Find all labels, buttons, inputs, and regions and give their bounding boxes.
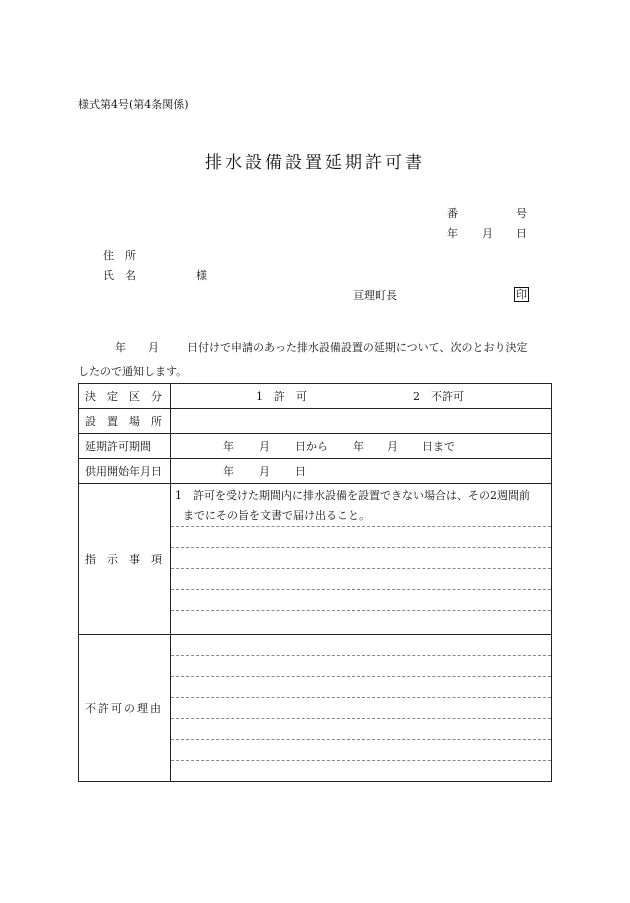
- decision-table: [78, 383, 552, 782]
- address-label: 住 所: [103, 249, 136, 262]
- label-char: 定: [107, 390, 118, 403]
- ruled-line: [171, 761, 551, 781]
- ext-from-year: 年: [223, 440, 234, 453]
- start-date-row: [79, 459, 552, 484]
- location-label: [79, 409, 171, 434]
- honorific: 様: [196, 269, 207, 282]
- date-year-label: 年: [447, 227, 458, 240]
- document-title: 排水設備設置延期許可書: [205, 153, 425, 173]
- label-char: 項: [151, 553, 162, 566]
- start-date-field[interactable]: [171, 459, 552, 484]
- location-row: [79, 409, 552, 434]
- start-day: 日: [295, 465, 306, 478]
- form-number: 様式第4号(第4条関係): [78, 98, 189, 111]
- number-label-start: 番: [447, 207, 458, 220]
- ruled-line: [171, 719, 551, 740]
- body-year: 年: [115, 341, 126, 354]
- start-date-label: [79, 459, 171, 484]
- ext-from-month: 月: [259, 440, 270, 453]
- ruled-line: [171, 656, 551, 677]
- ext-to-month: 月: [387, 440, 398, 453]
- label-char: 場: [129, 415, 140, 428]
- ruled-line: [171, 740, 551, 761]
- label-char: 決: [85, 390, 96, 403]
- body-text-line1: 日付けで申請のあった排水設備設置の延期について、次のとおり決定: [187, 341, 528, 354]
- instructions-row: [79, 484, 552, 635]
- decision-options: [171, 384, 552, 409]
- instruction-line-1: 1 許可を受けた期間内に排水設備を設置できない場合は、その2週間前: [175, 489, 530, 502]
- date-month-label: 月: [482, 227, 493, 240]
- decision-row: [79, 384, 552, 409]
- label-char: 事: [129, 553, 140, 566]
- extension-label-text: 延期許可期間: [85, 440, 151, 453]
- ruled-line: [171, 569, 551, 590]
- ruled-line: [171, 677, 551, 698]
- extension-label: [79, 434, 171, 459]
- ext-to-year: 年: [353, 440, 364, 453]
- start-year: 年: [223, 465, 234, 478]
- issuer-title: 亘理町長: [353, 289, 397, 302]
- ruled-line: [171, 611, 551, 631]
- ruled-line: [171, 548, 551, 569]
- instruction-line-2: までにその旨を文書で届け出ること。: [171, 506, 551, 527]
- extension-field[interactable]: [171, 434, 552, 459]
- ruled-line: [171, 698, 551, 719]
- ruled-line: [171, 590, 551, 611]
- label-char: 分: [151, 390, 162, 403]
- start-month: 月: [259, 465, 270, 478]
- rejection-reason-row: [79, 635, 552, 782]
- option-approve[interactable]: 1 許 可: [256, 390, 307, 403]
- rejection-reason-field[interactable]: [171, 635, 552, 782]
- label-char: 設: [85, 415, 96, 428]
- label-char: 所: [151, 415, 162, 428]
- label-char: 区: [129, 390, 140, 403]
- rejection-reason-label: [79, 635, 171, 782]
- instructions-field[interactable]: [171, 484, 552, 635]
- option-reject[interactable]: 2 不許可: [413, 390, 464, 403]
- label-char: 示: [107, 553, 118, 566]
- rejection-reason-label-text: 不許可の理由: [85, 702, 163, 715]
- seal-mark: 印: [516, 288, 527, 301]
- date-day-label: 日: [516, 227, 527, 240]
- label-char: 指: [85, 553, 96, 566]
- body-month: 月: [148, 341, 159, 354]
- extension-row: [79, 434, 552, 459]
- body-text-line2: したので通知します。: [78, 365, 188, 378]
- number-label-end: 号: [516, 207, 527, 220]
- ext-from-day: 日から: [295, 440, 328, 453]
- name-label: 氏 名: [103, 269, 136, 282]
- decision-label: [79, 384, 171, 409]
- start-date-label-text: 供用開始年月日: [85, 465, 162, 478]
- ruled-line: [171, 527, 551, 548]
- location-field[interactable]: [171, 409, 552, 434]
- ext-to-day: 日まで: [422, 440, 455, 453]
- ruled-line: [171, 635, 551, 656]
- label-char: 置: [107, 415, 118, 428]
- instructions-label: [79, 484, 171, 635]
